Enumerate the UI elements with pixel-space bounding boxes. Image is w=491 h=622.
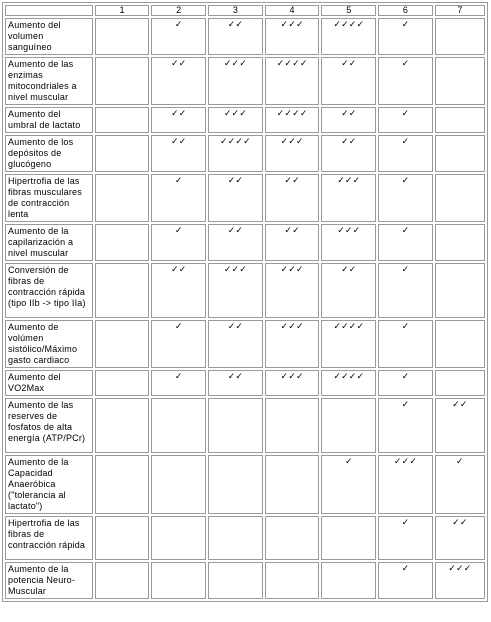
check-cell-col-3	[208, 224, 263, 261]
column-header-7: 7	[435, 5, 485, 16]
checkmark-icon: ✓✓	[341, 137, 357, 147]
check-cell-col-7	[435, 18, 485, 55]
checkmark-icon: ✓✓✓	[280, 137, 304, 147]
checkmark-icon: ✓✓✓	[223, 109, 248, 119]
row-label: Aumento de volúmen sistólico/Máximo gasto cardiaco	[5, 320, 93, 368]
check-cell-col-5	[321, 135, 376, 172]
check-cell-col-6	[378, 516, 433, 560]
check-cell-col-6	[378, 135, 433, 172]
check-cell-col-5	[321, 398, 376, 453]
checkmark-icon: ✓	[456, 457, 464, 467]
check-cell-col-3	[208, 398, 263, 453]
check-cell-col-2	[151, 174, 206, 222]
checkmark-icon: ✓✓✓	[393, 457, 418, 467]
column-header-6: 6	[378, 5, 433, 16]
check-cell-col-6	[378, 107, 433, 133]
check-cell-col-3	[208, 320, 263, 368]
table-row	[5, 107, 485, 133]
checkmark-icon: ✓	[401, 372, 410, 382]
check-cell-col-4	[265, 135, 320, 172]
checkmark-icon: ✓✓✓	[280, 372, 304, 382]
check-cell-col-7	[435, 562, 485, 599]
table-row	[5, 224, 485, 261]
check-cell-col-1	[95, 398, 150, 453]
checkmark-icon: ✓✓✓✓	[333, 372, 365, 382]
checkmark-icon: ✓	[174, 176, 183, 186]
checkmark-icon: ✓✓	[341, 59, 357, 69]
checkmark-icon: ✓✓✓✓	[276, 59, 308, 69]
table-row	[5, 562, 485, 599]
check-cell-col-5	[321, 370, 376, 396]
check-cell-col-5	[321, 263, 376, 318]
check-cell-col-2	[151, 57, 206, 105]
checkmark-icon: ✓✓✓	[223, 265, 248, 275]
table-row	[5, 455, 485, 514]
checkmark-icon: ✓✓✓	[280, 322, 304, 332]
check-cell-col-5	[321, 562, 376, 599]
check-cell-col-2	[151, 455, 206, 514]
check-cell-col-1	[95, 224, 150, 261]
check-cell-col-2	[151, 370, 206, 396]
check-cell-col-7	[435, 135, 485, 172]
checkmark-icon: ✓	[174, 372, 183, 382]
table-body	[5, 18, 485, 599]
check-cell-col-7	[435, 107, 485, 133]
checkmark-icon: ✓✓	[452, 400, 468, 410]
checkmark-icon: ✓✓	[227, 176, 244, 186]
check-cell-col-4	[265, 516, 320, 560]
checkmark-icon: ✓✓	[284, 226, 300, 236]
check-cell-col-4	[265, 455, 320, 514]
check-cell-col-7	[435, 455, 485, 514]
check-cell-col-2	[151, 135, 206, 172]
check-cell-col-6	[378, 370, 433, 396]
column-header-2: 2	[151, 5, 206, 16]
check-cell-col-3	[208, 370, 263, 396]
check-cell-col-3	[208, 57, 263, 105]
checkmark-icon: ✓✓	[227, 20, 244, 30]
check-cell-col-1	[95, 516, 150, 560]
row-label: Conversión de fibras de contracción rápida (tipo IIb -> tipo IIa)	[5, 263, 93, 318]
check-cell-col-7	[435, 224, 485, 261]
training-effects-table-wrapper	[2, 2, 488, 602]
check-cell-col-7	[435, 398, 485, 453]
check-cell-col-4	[265, 174, 320, 222]
checkmark-icon: ✓	[401, 564, 410, 574]
column-header-5: 5	[321, 5, 376, 16]
check-cell-col-5	[321, 224, 376, 261]
column-header-3: 3	[208, 5, 263, 16]
row-label: Hipertrofia de las fibras musculares de contracción lenta	[5, 174, 93, 222]
table-row	[5, 370, 485, 396]
checkmark-icon: ✓✓	[452, 518, 468, 528]
check-cell-col-5	[321, 174, 376, 222]
checkmark-icon: ✓✓	[171, 265, 187, 275]
table-row	[5, 18, 485, 55]
check-cell-col-7	[435, 174, 485, 222]
check-cell-col-1	[95, 174, 150, 222]
check-cell-col-4	[265, 224, 320, 261]
training-effects-table	[2, 2, 488, 602]
checkmark-icon: ✓✓✓	[280, 20, 304, 30]
check-cell-col-3	[208, 516, 263, 560]
checkmark-icon: ✓✓✓✓	[219, 137, 251, 147]
check-cell-col-5	[321, 455, 376, 514]
row-label: Aumento de los depósitos de glucógeno	[5, 135, 93, 172]
checkmark-icon: ✓	[344, 457, 353, 467]
check-cell-col-6	[378, 174, 433, 222]
checkmark-icon: ✓	[401, 400, 410, 410]
row-label: Aumento de la capilarización a nivel muscular	[5, 224, 93, 261]
check-cell-col-1	[95, 107, 150, 133]
checkmark-icon: ✓✓	[227, 322, 244, 332]
check-cell-col-4	[265, 562, 320, 599]
check-cell-col-7	[435, 370, 485, 396]
check-cell-col-5	[321, 516, 376, 560]
check-cell-col-6	[378, 263, 433, 318]
checkmark-icon: ✓✓	[227, 226, 244, 236]
checkmark-icon: ✓✓✓✓	[333, 20, 365, 30]
table-row	[5, 320, 485, 368]
check-cell-col-1	[95, 18, 150, 55]
check-cell-col-7	[435, 263, 485, 318]
checkmark-icon: ✓✓	[171, 59, 187, 69]
check-cell-col-2	[151, 18, 206, 55]
checkmark-icon: ✓✓	[341, 109, 357, 119]
check-cell-col-2	[151, 224, 206, 261]
check-cell-col-4	[265, 398, 320, 453]
check-cell-col-6	[378, 18, 433, 55]
checkmark-icon: ✓✓	[171, 109, 187, 119]
check-cell-col-5	[321, 57, 376, 105]
check-cell-col-3	[208, 107, 263, 133]
check-cell-col-2	[151, 562, 206, 599]
checkmark-icon: ✓	[174, 226, 183, 236]
check-cell-col-1	[95, 455, 150, 514]
table-row	[5, 135, 485, 172]
check-cell-col-6	[378, 224, 433, 261]
checkmark-icon: ✓	[401, 226, 410, 236]
check-cell-col-3	[208, 455, 263, 514]
check-cell-col-6	[378, 562, 433, 599]
check-cell-col-6	[378, 57, 433, 105]
check-cell-col-1	[95, 135, 150, 172]
check-cell-col-6	[378, 455, 433, 514]
checkmark-icon: ✓✓✓✓	[276, 109, 308, 119]
table-row	[5, 398, 485, 453]
column-header-4: 4	[265, 5, 320, 16]
check-cell-col-3	[208, 135, 263, 172]
row-label: Aumento de la Capacidad Anaeróbica ("tolerancia al lactato")	[5, 455, 93, 514]
row-label: Aumento del umbral de lactato	[5, 107, 93, 133]
checkmark-icon: ✓	[174, 20, 183, 30]
check-cell-col-1	[95, 320, 150, 368]
check-cell-col-1	[95, 370, 150, 396]
check-cell-col-6	[378, 320, 433, 368]
checkmark-icon: ✓✓	[341, 265, 357, 275]
table-row	[5, 57, 485, 105]
checkmark-icon: ✓	[401, 109, 410, 119]
column-header-1: 1	[95, 5, 150, 16]
check-cell-col-7	[435, 57, 485, 105]
checkmark-icon: ✓✓✓	[337, 176, 361, 186]
checkmark-icon: ✓	[401, 265, 410, 275]
check-cell-col-7	[435, 516, 485, 560]
check-cell-col-2	[151, 516, 206, 560]
check-cell-col-4	[265, 263, 320, 318]
check-cell-col-3	[208, 562, 263, 599]
check-cell-col-3	[208, 18, 263, 55]
check-cell-col-2	[151, 398, 206, 453]
row-label: Aumento de las enzimas mitocondriales a nivel muscular	[5, 57, 93, 105]
table-row	[5, 263, 485, 318]
check-cell-col-3	[208, 263, 263, 318]
check-cell-col-1	[95, 263, 150, 318]
table-row	[5, 174, 485, 222]
check-cell-col-4	[265, 18, 320, 55]
checkmark-icon: ✓	[401, 137, 410, 147]
checkmark-icon: ✓✓✓	[337, 226, 361, 236]
check-cell-col-2	[151, 107, 206, 133]
checkmark-icon: ✓✓✓	[223, 59, 248, 69]
check-cell-col-5	[321, 18, 376, 55]
check-cell-col-4	[265, 107, 320, 133]
checkmark-icon: ✓✓	[227, 372, 244, 382]
header-corner-cell	[5, 5, 93, 16]
check-cell-col-5	[321, 107, 376, 133]
check-cell-col-4	[265, 370, 320, 396]
check-cell-col-6	[378, 398, 433, 453]
row-label: Hipertrofia de las fibras de contracción rápida	[5, 516, 93, 560]
checkmark-icon: ✓	[401, 176, 410, 186]
checkmark-icon: ✓✓✓	[280, 265, 304, 275]
checkmark-icon: ✓✓	[284, 176, 300, 186]
checkmark-icon: ✓	[174, 322, 183, 332]
checkmark-icon: ✓	[401, 20, 410, 30]
check-cell-col-4	[265, 320, 320, 368]
checkmark-icon: ✓✓	[171, 137, 187, 147]
check-cell-col-1	[95, 562, 150, 599]
check-cell-col-4	[265, 57, 320, 105]
check-cell-col-2	[151, 263, 206, 318]
check-cell-col-5	[321, 320, 376, 368]
checkmark-icon: ✓	[401, 59, 410, 69]
table-row	[5, 516, 485, 560]
check-cell-col-3	[208, 174, 263, 222]
row-label: Aumento del volumen sanguíneo	[5, 18, 93, 55]
row-label: Aumento del VO2Max	[5, 370, 93, 396]
row-label: Aumento de las reserves de fosfatos de alta energía (ATP/PCr)	[5, 398, 93, 453]
header-row	[5, 5, 485, 16]
checkmark-icon: ✓✓✓	[448, 564, 472, 574]
checkmark-icon: ✓✓✓✓	[333, 322, 365, 332]
checkmark-icon: ✓	[401, 518, 410, 528]
check-cell-col-1	[95, 57, 150, 105]
row-label: Aumento de la potencia Neuro-Muscular	[5, 562, 93, 599]
checkmark-icon: ✓	[401, 322, 410, 332]
check-cell-col-2	[151, 320, 206, 368]
check-cell-col-7	[435, 320, 485, 368]
